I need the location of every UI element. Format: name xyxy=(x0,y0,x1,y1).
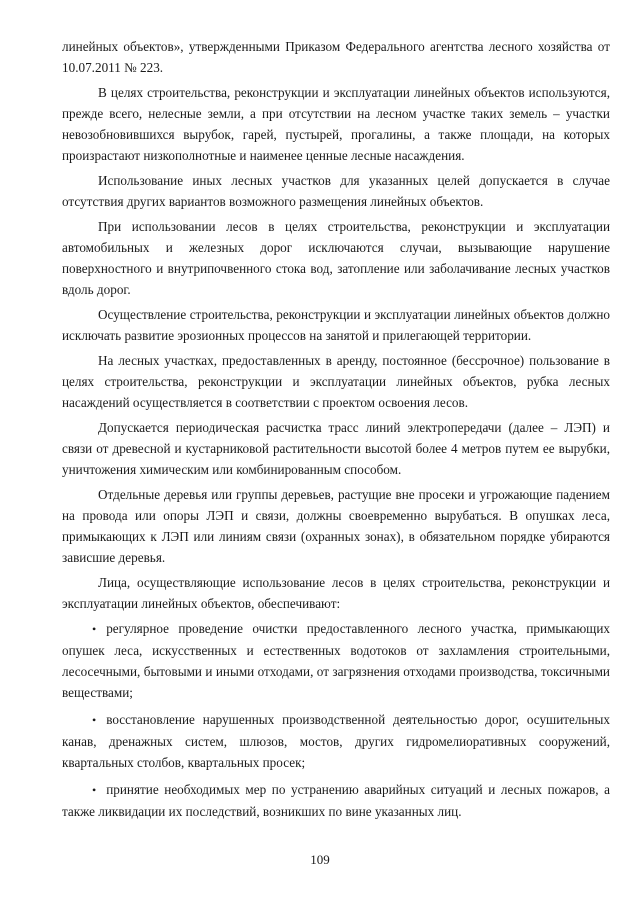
paragraph: Осуществление строительства, реконструкции и эксплуатации линейных объектов должно исключать развитие эрозионных процессов на занятой и прилегающей территории. xyxy=(62,307,610,343)
paragraph: Допускается периодическая расчистка трасс линий электропередачи (далее – ЛЭП) и связи от древесной и кустарниковой растительности высотой более 4 метров путем ее вырубки, уничтожения химическим или комбинированным способом. xyxy=(62,420,610,477)
paragraph: Отдельные деревья или группы деревьев, растущие вне просеки и угрожающие падением на провода или опоры ЛЭП и связи, должны своевременно вырубаться. В опушках леса, примыкающих к ЛЭП или линиям связи (охранных зонах), в обязательном порядке убираются зависшие деревья. xyxy=(62,487,610,565)
page-number: 109 xyxy=(310,852,330,867)
bullet-text: восстановление нарушенных производственной деятельностью дорог, осушительных канав, дренажных систем, шлюзов, мостов, других гидромелиоративных сооружений, квартальных столбов, квартальных просек; xyxy=(62,712,610,770)
bullet-icon: • xyxy=(92,783,97,797)
paragraph: На лесных участках, предоставленных в аренду, постоянное (бессрочное) пользование в целях строительства, реконструкции и эксплуатации линейных объектов, рубка лесных насаждений осуществляется в соответствии с проектом освоения лесов. xyxy=(62,353,610,410)
paragraph-continuation: линейных объектов», утвержденными Приказом Федерального агентства лесного хозяйства от 10.07.2011 № 223. xyxy=(62,39,610,75)
document-body xyxy=(62,36,610,828)
bullet-text: принятие необходимых мер по устранению аварийных ситуаций и лесных пожаров, а также ликвидации их последствий, возникших по вине указанных лиц. xyxy=(62,782,610,819)
bullet-icon: • xyxy=(92,713,97,727)
bullet-list-item xyxy=(62,709,610,773)
paragraph: В целях строительства, реконструкции и эксплуатации линейных объектов используются, прежде всего, нелесные земли, а при отсутствии на лесном участке таких земель – участки невозобновившихся вырубок, гарей, пустырей, прогалины, а также площади, на которых произрастают низкополнотные и наименее ценные лесные насаждения. xyxy=(62,85,610,163)
bullet-text: регулярное проведение очистки предоставленного лесного участка, примыкающих опушек леса, искусственных и естественных водотоков от захламления строительными, лесосечными, бытовыми и иными отходами, от загрязнения отходами производства, токсичными веществами; xyxy=(62,621,610,700)
paragraph: Использование иных лесных участков для указанных целей допускается в случае отсутствия других вариантов возможного размещения линейных объектов. xyxy=(62,173,610,209)
bullet-icon: • xyxy=(92,622,97,636)
paragraph: При использовании лесов в целях строительства, реконструкции и эксплуатации автомобильных и железных дорог исключаются случаи, вызывающие нарушение поверхностного и внутрипочвенного стока вод, затопление или заболачивание лесных участков вдоль дорог. xyxy=(62,219,610,297)
bullet-list-item xyxy=(62,779,610,822)
paragraph: Лица, осуществляющие использование лесов в целях строительства, реконструкции и эксплуатации линейных объектов, обеспечивают: xyxy=(62,575,610,611)
bullet-list-item xyxy=(62,618,610,703)
